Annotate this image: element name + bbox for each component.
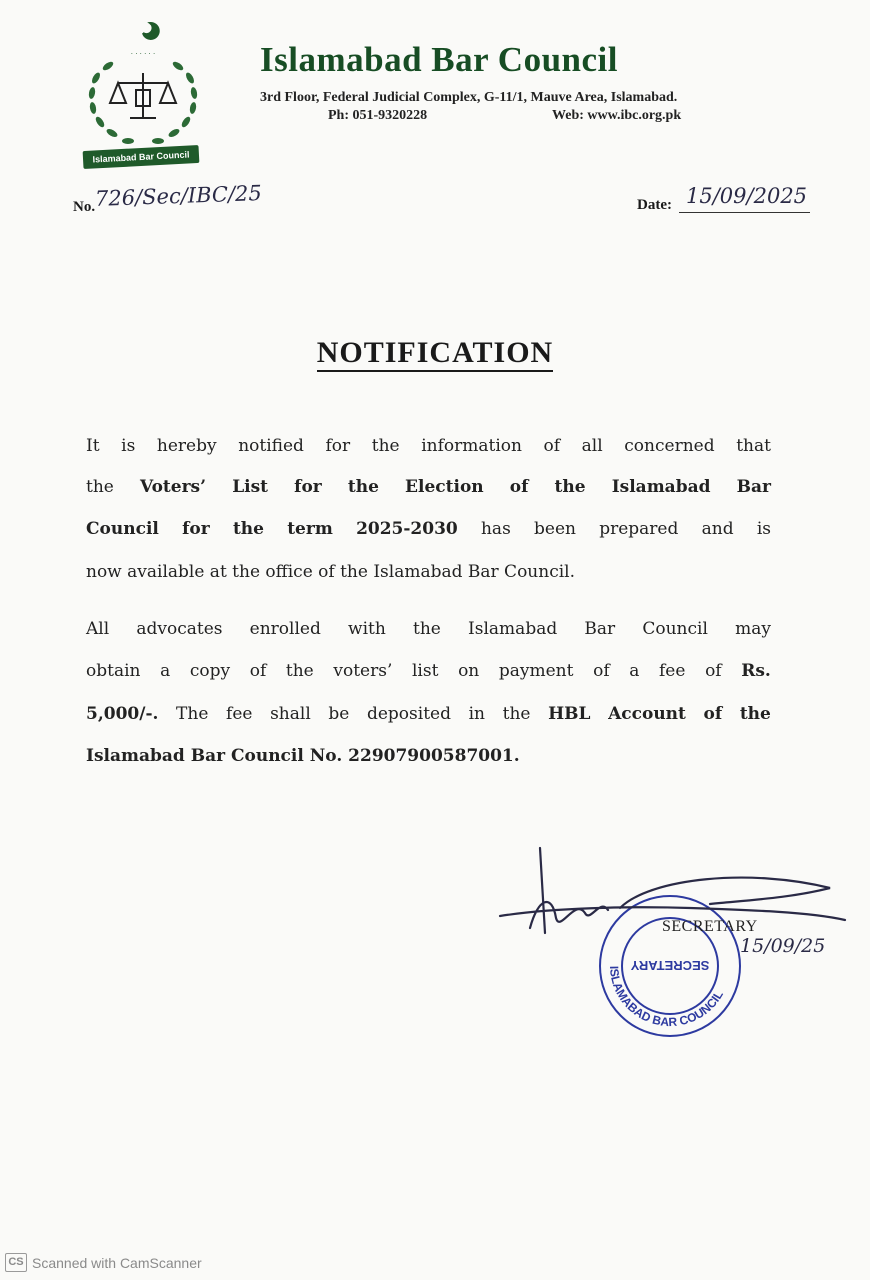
notification-title: NOTIFICATION (317, 336, 553, 372)
date-underline (679, 212, 810, 213)
scanner-watermark-text: Scanned with CamScanner (32, 1254, 202, 1271)
paragraph-2-line-3: 5,000/-. The fee shall be deposited in the HBL Account of the (86, 704, 771, 724)
paragraph-1-line-2: the Voters’ List for the Election of the Islamabad Bar (86, 477, 771, 497)
organization-phone: Ph: 051-9320228 (328, 108, 428, 123)
signatory-title: SECRETARY (662, 918, 758, 935)
reference-label: No. (73, 199, 96, 215)
scanner-watermark (5, 1253, 202, 1272)
paragraph-2-line-1: All advocates enrolled with the Islamabad Bar Council may (86, 619, 771, 639)
stamp-center-text: SECRETARY (630, 958, 710, 973)
stamp-ring-text: ISLAMABAD BAR COUNCIL (606, 965, 726, 1030)
paragraph-2-line-4: Islamabad Bar Council No. 22907900587001. (86, 746, 520, 766)
paragraph-1-line-4: now available at the office of the Islamabad Bar Council. (86, 562, 575, 582)
camscanner-icon: CS (5, 1253, 27, 1272)
paragraph-1-line-3: Council for the term 2025-2030 has been prepared and is (86, 519, 771, 539)
notification-title-wrap (0, 336, 870, 370)
signature-date-handwritten: 15/09/25 (740, 935, 826, 957)
organization-name: Islamabad Bar Council (260, 40, 618, 79)
organization-address: 3rd Floor, Federal Judicial Complex, G-11/1, Mauve Area, Islamabad. (260, 90, 678, 105)
date-label: Date: (637, 197, 672, 213)
paragraph-2-line-2: obtain a copy of the voters’ list on payment of a fee of Rs. (86, 661, 771, 681)
organization-website: Web: www.ibc.org.pk (552, 108, 682, 123)
reference-number-handwritten: 726/Sec/IBC/25 (94, 181, 263, 211)
svg-text:· · · · · ·: · · · · · · (130, 50, 156, 58)
date-handwritten: 15/09/2025 (686, 184, 808, 208)
paragraph-1-line-1: It is hereby notified for the information of all concerned that (86, 436, 771, 456)
logo-banner: Islamabad Bar Council (83, 145, 200, 169)
